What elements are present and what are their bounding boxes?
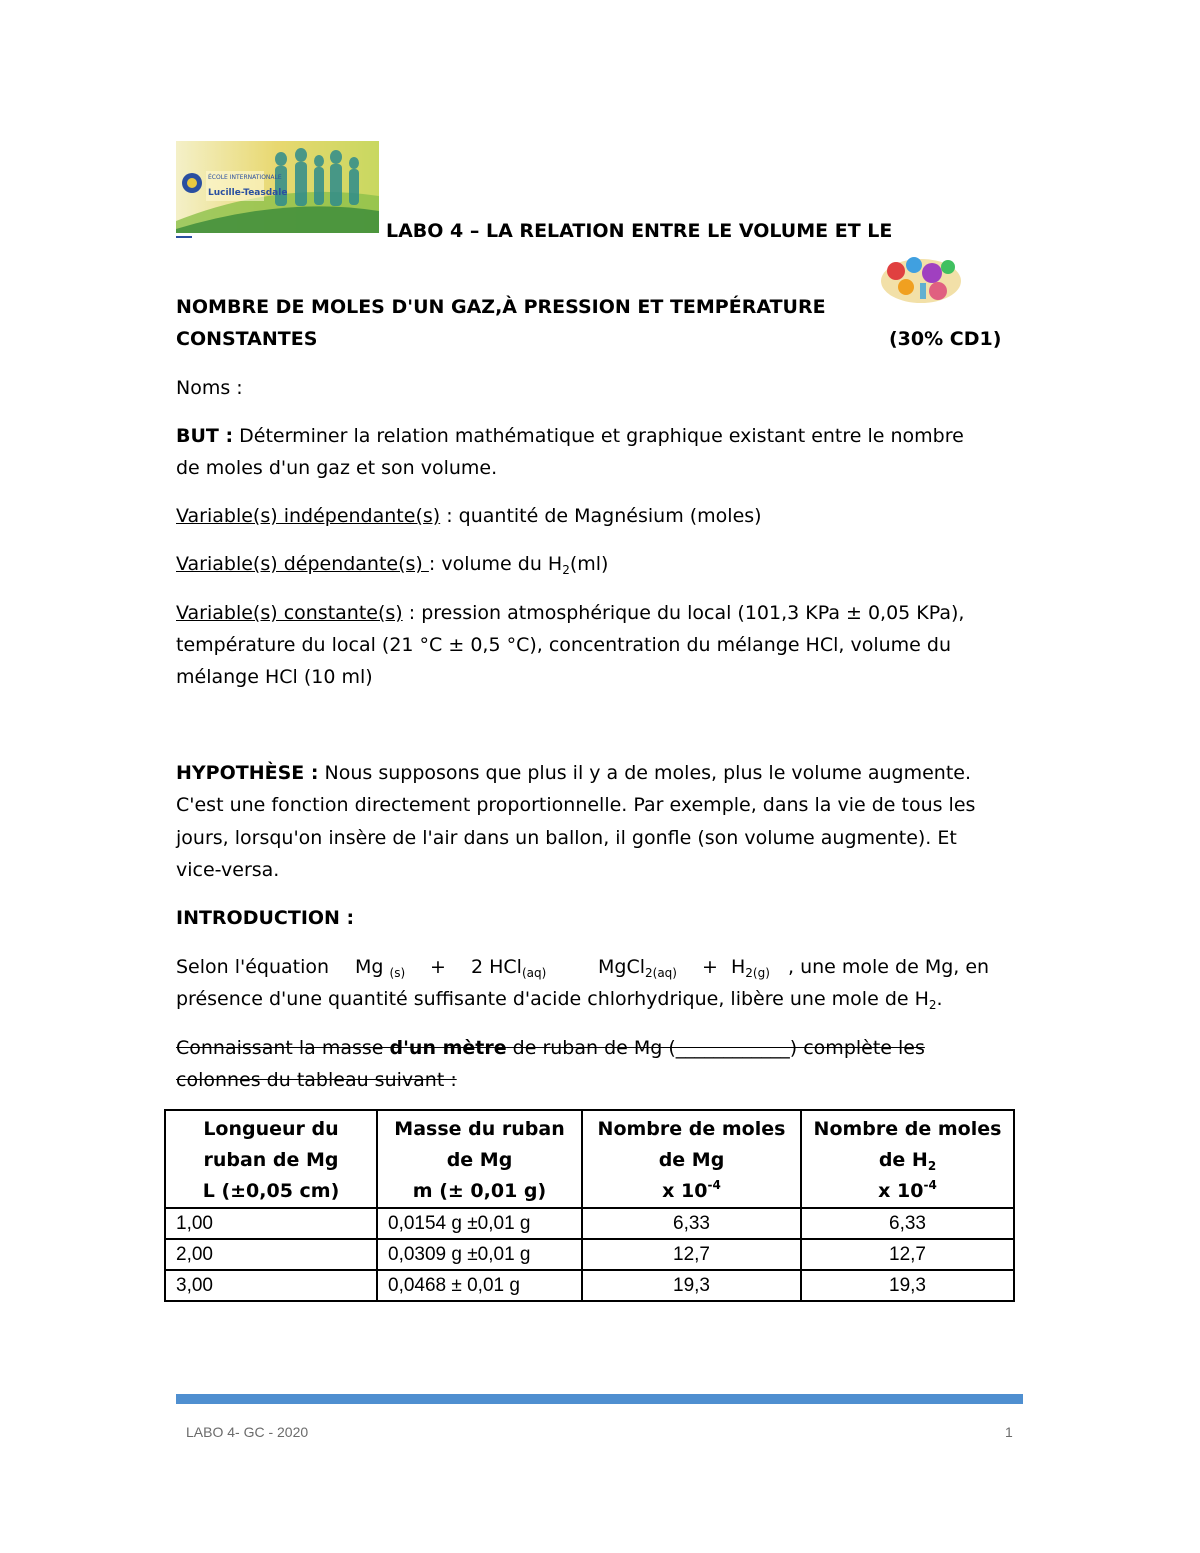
hypothesis-line-3: jours, lorsqu'on insère de l'air dans un ballon, il gonfle (son volume augmente). Et [176,827,957,849]
cell-mass: 0,0468 ± 0,01 g [377,1270,582,1301]
hypothesis-line-4: vice-versa. [176,859,280,881]
grade-weight: (30% CD1) [889,328,1002,350]
struck-instruction-line-2: colonnes du tableau suivant : [176,1069,457,1091]
school-logo [176,141,379,233]
cell-mass: 0,0309 g ±0,01 g [377,1239,582,1270]
cell-moles-h2: 19,3 [801,1270,1014,1301]
equation-h2: $H_{2(g)}$ [731,956,770,980]
cell-mass: 0,0154 g ±0,01 g [377,1208,582,1239]
cell-moles-h2: 6,33 [801,1208,1014,1239]
chemistry-clipart-image [876,247,966,309]
names-label: Noms : [176,377,243,399]
hypothesis-label: HYPOTHÈSE : [176,762,319,784]
cell-length: 1,00 [165,1208,377,1239]
logo-text-1: ÉCOLE INTERNATIONALE [208,174,282,181]
goal-text-1: Déterminer la relation mathématique et graphique existant entre le nombre [239,425,964,447]
independent-variable-value: : quantité de Magnésium (moles) [446,505,762,527]
header-mass: Masse du ruban de Mg m (± 0,01 g) [377,1110,582,1208]
equation-mgcl2: MgCl$_{2(aq)}$ [598,956,677,980]
introduction-line-2: présence d'une quantité suffisante d'acide chlorhydrique, libère une mole de $H_2$. [176,988,943,1012]
constant-variables-value-1: : pression atmosphérique du local (101,3 KPa ± 0,05 KPa), [408,602,965,624]
logo-underline [176,236,192,238]
struck-instruction-line-1: Connaissant la masse d'un mètre de ruban de Mg (____________) complète les [176,1037,925,1059]
equation-plus-2: + [702,956,718,978]
cell-moles-h2: 12,7 [801,1239,1014,1270]
table-row [165,1208,1014,1239]
equation-hcl: 2 HCl$_{(aq)}$ [471,956,547,980]
equation-mg: Mg $_{(s)}$ [355,956,406,980]
constant-variables-label: Variable(s) constante(s) [176,602,403,624]
hypothesis-line-1 [176,757,971,789]
dependent-variable-label: Variable(s) dépendante(s) [176,553,429,575]
dependent-variable-sub: 2 [562,563,570,577]
dependent-variable-unit: (ml) [569,553,609,575]
independent-variable-label: Variable(s) indépendante(s) [176,505,441,527]
logo-graphic [176,141,379,233]
goal-line-1 [176,420,964,452]
table-row [165,1239,1014,1270]
hypothesis-line-2: C'est une fonction directement proportionnelle. Par exemple, dans la vie de tous les [176,794,976,816]
cell-moles-mg: 19,3 [582,1270,801,1301]
cell-length: 2,00 [165,1239,377,1270]
dependent-variable-value: : volume du H [428,553,563,575]
header-moles-mg: Nombre de moles de Mg x $10^{-4}$ [582,1110,801,1208]
data-table [164,1109,1015,1302]
header-moles-h2: Nombre de moles de $H_2$ x $10^{-4}$ [801,1110,1014,1208]
equation-intro: Selon l'équation [176,956,330,978]
equation-plus-1: + [430,956,446,978]
independent-variable [176,500,762,532]
hypothesis-text-1: Nous supposons que plus il y a de moles, plus le volume augmente. [324,762,972,784]
introduction-heading: INTRODUCTION : [176,907,355,929]
equation-tail: , une mole de Mg, en [788,956,990,978]
footer-label: LABO 4- GC - 2020 [186,1424,309,1440]
title-line-3: CONSTANTES [176,328,318,350]
logo-text-2: Lucille-Teasdale [208,188,288,198]
dependent-variable [176,548,608,580]
page-number: 1 [1005,1424,1013,1440]
title-line-1: LABO 4 – LA RELATION ENTRE LE VOLUME ET LE [386,220,893,242]
header-length: Longueur du ruban de Mg L (±0,05 cm) [165,1110,377,1208]
constant-variables-line-2: température du local (21 °C ± 0,5 °C), concentration du mélange HCl, volume du [176,634,951,656]
cell-moles-mg: 12,7 [582,1239,801,1270]
cell-moles-mg: 6,33 [582,1208,801,1239]
cell-length: 3,00 [165,1270,377,1301]
constant-variables-line-1 [176,597,964,629]
table-header-row [165,1110,1014,1208]
goal-text-2: de moles d'un gaz et son volume. [176,457,498,479]
title-line-2: NOMBRE DE MOLES D'UN GAZ,À PRESSION ET TEMPÉRATURE [176,296,826,318]
footer-bar [176,1394,1023,1404]
constant-variables-line-3: mélange HCl (10 ml) [176,666,373,688]
goal-label: BUT : [176,425,234,447]
table-row [165,1270,1014,1301]
